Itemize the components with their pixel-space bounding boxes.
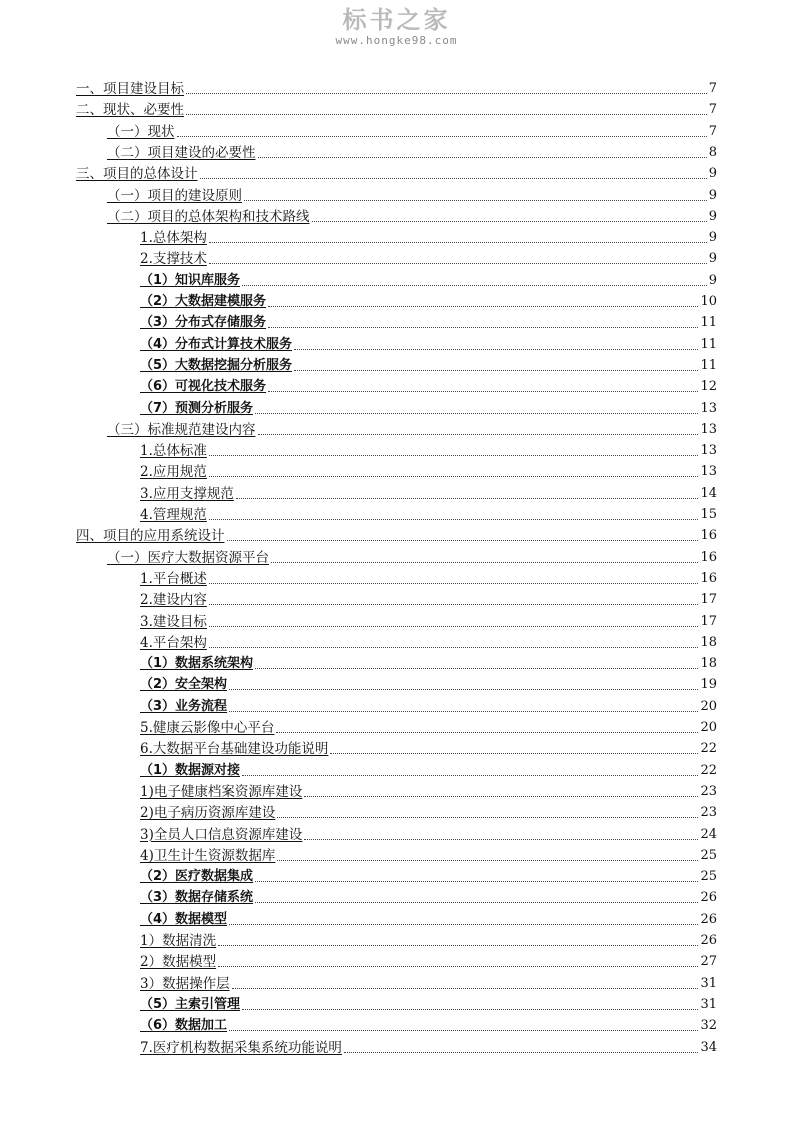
toc-entry[interactable] (140, 375, 717, 396)
toc-entry[interactable] (140, 673, 717, 694)
toc-entry[interactable] (140, 269, 717, 290)
toc-dot-leader (276, 732, 698, 733)
toc-entry-title[interactable]: （7）预测分析服务 (140, 400, 254, 416)
toc-dot-leader (304, 839, 698, 840)
watermark-url: www.hongke98.com (335, 34, 458, 47)
toc-dot-leader (229, 689, 698, 690)
toc-dot-leader (209, 455, 699, 456)
toc-dot-leader (258, 157, 707, 158)
toc-entry-title[interactable]: 4.平台架构 (140, 634, 207, 651)
toc-entry-title[interactable]: 1.平台概述 (140, 570, 207, 587)
toc-entry[interactable] (140, 397, 717, 418)
toc-page-number: 12 (700, 379, 717, 395)
toc-dot-leader (277, 860, 698, 861)
toc-entry[interactable] (140, 993, 717, 1014)
toc-entry-title[interactable]: 四、项目的应用系统设计 (76, 528, 225, 545)
toc-entry-title[interactable]: 4)卫生计生资源数据库 (140, 847, 276, 864)
toc-page-number: 9 (708, 166, 717, 182)
toc-entry[interactable] (140, 950, 717, 971)
toc-entry[interactable] (140, 908, 717, 929)
toc-page-number: 9 (708, 187, 717, 203)
toc-page-number: 26 (700, 933, 717, 948)
toc-dot-leader (229, 1030, 698, 1031)
toc-page-number: 31 (700, 996, 717, 1012)
toc-entry-title[interactable]: （3）分布式存储服务 (140, 315, 267, 331)
toc-page-number: 20 (700, 720, 717, 735)
toc-entry-title[interactable]: （4）数据模型 (140, 911, 228, 927)
toc-dot-leader (229, 924, 698, 925)
toc-dot-leader (218, 966, 698, 967)
toc-entry-title[interactable]: （6）数据加工 (140, 1018, 228, 1034)
toc-entry[interactable] (76, 524, 717, 545)
toc-page-number: 20 (700, 698, 717, 714)
toc-entry-title[interactable]: 3.应用支撑规范 (140, 485, 234, 502)
toc-entry-title[interactable]: （5）大数据挖掘分析服务 (140, 357, 293, 373)
toc-entry[interactable] (140, 652, 717, 673)
toc-entry-title[interactable]: 3.建设目标 (140, 613, 207, 630)
toc-dot-leader (304, 796, 698, 797)
toc-entry-title[interactable]: （2）大数据建模服务 (140, 294, 267, 309)
toc-entry[interactable] (107, 546, 717, 567)
toc-page-number: 11 (700, 336, 717, 352)
toc-entry[interactable] (140, 333, 717, 354)
toc-entry[interactable] (140, 886, 717, 907)
toc-entry-title[interactable]: 3)全员人口信息资源库建设 (140, 826, 303, 843)
toc-dot-leader (209, 604, 699, 605)
toc-entry-title[interactable]: （1）知识库服务 (140, 272, 241, 288)
toc-dot-leader (209, 476, 699, 477)
toc-page-number: 11 (700, 315, 717, 331)
toc-page-number: 7 (708, 102, 717, 118)
toc-dot-leader (209, 242, 707, 243)
toc-entry[interactable] (107, 418, 717, 439)
toc-page-number: 13 (700, 443, 717, 459)
toc-dot-leader (330, 753, 698, 754)
toc-dot-leader (294, 349, 698, 350)
toc-entry-title[interactable]: （一）医疗大数据资源平台 (107, 549, 269, 566)
toc-page-number: 15 (700, 507, 717, 522)
toc-entry-title[interactable]: 1）数据清洗 (140, 933, 217, 949)
toc-dot-leader (312, 221, 707, 222)
toc-entry[interactable] (140, 482, 717, 503)
toc-dot-leader (277, 817, 698, 818)
toc-entry[interactable] (140, 972, 717, 993)
toc-page-number: 7 (708, 81, 717, 96)
toc-dot-leader (209, 647, 699, 648)
toc-page-number: 16 (700, 528, 717, 544)
toc-dot-leader (186, 114, 707, 115)
toc-entry[interactable] (140, 631, 717, 652)
toc-entry[interactable] (140, 247, 717, 268)
toc-entry-title[interactable]: 2.应用规范 (140, 464, 207, 481)
toc-entry-title[interactable]: 2）数据模型 (140, 954, 217, 971)
toc-entry-title[interactable]: （3）业务流程 (140, 698, 228, 714)
toc-dot-leader (218, 945, 698, 946)
toc-dot-leader (209, 519, 699, 520)
toc-entry-title[interactable]: 4.管理规范 (140, 507, 207, 523)
toc-entry-title[interactable]: 3）数据操作层 (140, 975, 230, 992)
toc-entry[interactable] (107, 184, 717, 205)
toc-entry-title[interactable]: （1）数据源对接 (140, 762, 241, 778)
toc-dot-leader (227, 540, 699, 541)
toc-page-number: 26 (700, 890, 717, 906)
toc-entry[interactable] (140, 844, 717, 865)
toc-entry-title[interactable]: 7.医疗机构数据采集系统功能说明 (140, 1039, 342, 1056)
toc-page-number: 24 (700, 826, 717, 842)
toc-entry-title[interactable]: （4）分布式计算技术服务 (140, 336, 293, 352)
toc-entry[interactable] (140, 226, 717, 247)
toc-page-number: 9 (708, 230, 717, 246)
toc-page-number: 10 (700, 294, 717, 309)
toc-dot-leader (209, 583, 699, 584)
toc-entry-title[interactable]: （三）标准规范建设内容 (107, 421, 256, 438)
toc-dot-leader (209, 263, 707, 264)
toc-entry[interactable] (140, 759, 717, 780)
toc-page-number: 22 (700, 741, 717, 757)
toc-entry[interactable] (140, 460, 717, 481)
toc-page-number: 22 (700, 762, 717, 778)
toc-entry[interactable] (140, 610, 717, 631)
toc-entry[interactable] (140, 780, 717, 801)
toc-entry[interactable] (107, 141, 717, 162)
toc-dot-leader (186, 93, 707, 94)
toc-page-number: 19 (700, 677, 717, 693)
toc-dot-leader (255, 413, 698, 414)
toc-dot-leader (209, 626, 699, 627)
toc-entry-title[interactable]: （2）安全架构 (140, 677, 228, 693)
toc-entry[interactable] (140, 354, 717, 375)
toc-page-number: 34 (700, 1039, 717, 1055)
toc-entry-title[interactable]: 2.建设内容 (140, 592, 207, 609)
toc-page-number: 13 (700, 421, 717, 437)
toc-dot-leader (177, 136, 707, 137)
toc-page-number: 9 (708, 208, 717, 224)
toc-dot-leader (268, 391, 698, 392)
toc-entry[interactable] (140, 865, 717, 886)
toc-entry-title[interactable]: 2)电子病历资源库建设 (140, 805, 276, 822)
toc-entry-title[interactable]: 5.健康云影像中心平台 (140, 720, 275, 736)
toc-page-number: 16 (700, 570, 717, 586)
toc-entry[interactable] (76, 77, 717, 98)
toc-entry-title[interactable]: （一）现状 (107, 123, 175, 140)
toc-entry-title[interactable]: （2）医疗数据集成 (140, 869, 254, 885)
toc-entry[interactable] (140, 737, 717, 758)
watermark-title: 标书之家 (342, 6, 451, 34)
toc-page-number: 16 (700, 549, 717, 565)
toc-dot-leader (255, 881, 698, 882)
toc-dot-leader (244, 200, 707, 201)
toc-entry[interactable] (140, 311, 717, 332)
toc-entry-title[interactable]: 三、项目的总体设计 (76, 166, 198, 183)
toc-entry-title[interactable]: （二）项目的总体架构和技术路线 (107, 208, 310, 225)
toc-dot-leader (268, 327, 698, 328)
toc-entry-title[interactable]: 6.大数据平台基础建设功能说明 (140, 741, 329, 758)
toc-page-number: 11 (700, 357, 717, 373)
toc-entry[interactable] (107, 120, 717, 141)
toc-page-number: 27 (700, 954, 717, 970)
toc-entry[interactable] (76, 162, 717, 183)
toc-page-number: 7 (708, 123, 717, 139)
toc-dot-leader (294, 370, 698, 371)
toc-entry-title[interactable]: （6）可视化技术服务 (140, 379, 267, 395)
toc-page-number: 18 (700, 656, 717, 672)
toc-entry-title[interactable]: （3）数据存储系统 (140, 890, 254, 906)
toc-page-number: 23 (700, 805, 717, 821)
toc-page-number: 25 (700, 847, 717, 863)
toc-page-number: 14 (700, 485, 717, 501)
watermark (0, 6, 793, 48)
toc-entry[interactable] (140, 503, 717, 524)
toc-page-number: 23 (700, 783, 717, 799)
toc-entry-title[interactable]: 1.总体架构 (140, 230, 207, 247)
toc-entry[interactable] (140, 929, 717, 950)
toc-entry-title[interactable]: （二）项目建设的必要性 (107, 144, 256, 161)
toc-page-number: 32 (700, 1018, 717, 1034)
toc-dot-leader (255, 668, 698, 669)
toc-page-number: 17 (700, 592, 717, 608)
toc-entry-title[interactable]: （5）主索引管理 (140, 996, 241, 1012)
toc-entry-title[interactable]: 1.总体标准 (140, 443, 207, 460)
toc-entry-title[interactable]: 2.支撑技术 (140, 251, 207, 268)
toc-dot-leader (236, 498, 699, 499)
toc-page-number: 26 (700, 911, 717, 927)
toc-entry[interactable] (140, 290, 717, 311)
toc-page-number: 8 (708, 144, 717, 160)
toc-page-number: 31 (700, 975, 717, 991)
toc-entry[interactable] (140, 823, 717, 844)
toc-page-number: 9 (708, 272, 717, 288)
toc-dot-leader (232, 988, 699, 989)
toc-entry[interactable] (140, 439, 717, 460)
toc-dot-leader (242, 285, 707, 286)
toc-entry[interactable] (140, 1014, 717, 1035)
toc-entry[interactable] (140, 716, 717, 737)
toc-page-number: 18 (700, 634, 717, 650)
toc-dot-leader (242, 775, 698, 776)
toc-dot-leader (255, 902, 698, 903)
toc-entry-title[interactable]: 1)电子健康档案资源库建设 (140, 783, 303, 800)
toc-dot-leader (229, 711, 698, 712)
toc-page-number: 17 (700, 613, 717, 629)
toc-entry[interactable] (140, 695, 717, 716)
toc-dot-leader (271, 562, 698, 563)
toc-entry[interactable] (140, 567, 717, 588)
toc-entry-title[interactable]: 二、现状、必要性 (76, 102, 184, 119)
toc-entry[interactable] (140, 588, 717, 609)
toc-page-number: 13 (700, 400, 717, 416)
toc-dot-leader (268, 306, 698, 307)
toc-entry-title[interactable]: （1）数据系统架构 (140, 656, 254, 672)
toc-dot-leader (242, 1009, 698, 1010)
toc-page-number: 25 (700, 869, 717, 885)
toc-page-number: 13 (700, 464, 717, 480)
toc-entry[interactable] (140, 801, 717, 822)
toc-dot-leader (258, 434, 699, 435)
toc-entry[interactable] (107, 205, 717, 226)
toc-entry-title[interactable]: （一）项目的建设原则 (107, 187, 242, 204)
toc-entry-title[interactable]: 一、项目建设目标 (76, 81, 184, 97)
toc-entry[interactable] (76, 98, 717, 119)
toc-entry[interactable] (140, 1036, 717, 1057)
toc-dot-leader (200, 178, 707, 179)
toc-dot-leader (344, 1052, 699, 1053)
toc-page-number: 9 (708, 251, 717, 267)
